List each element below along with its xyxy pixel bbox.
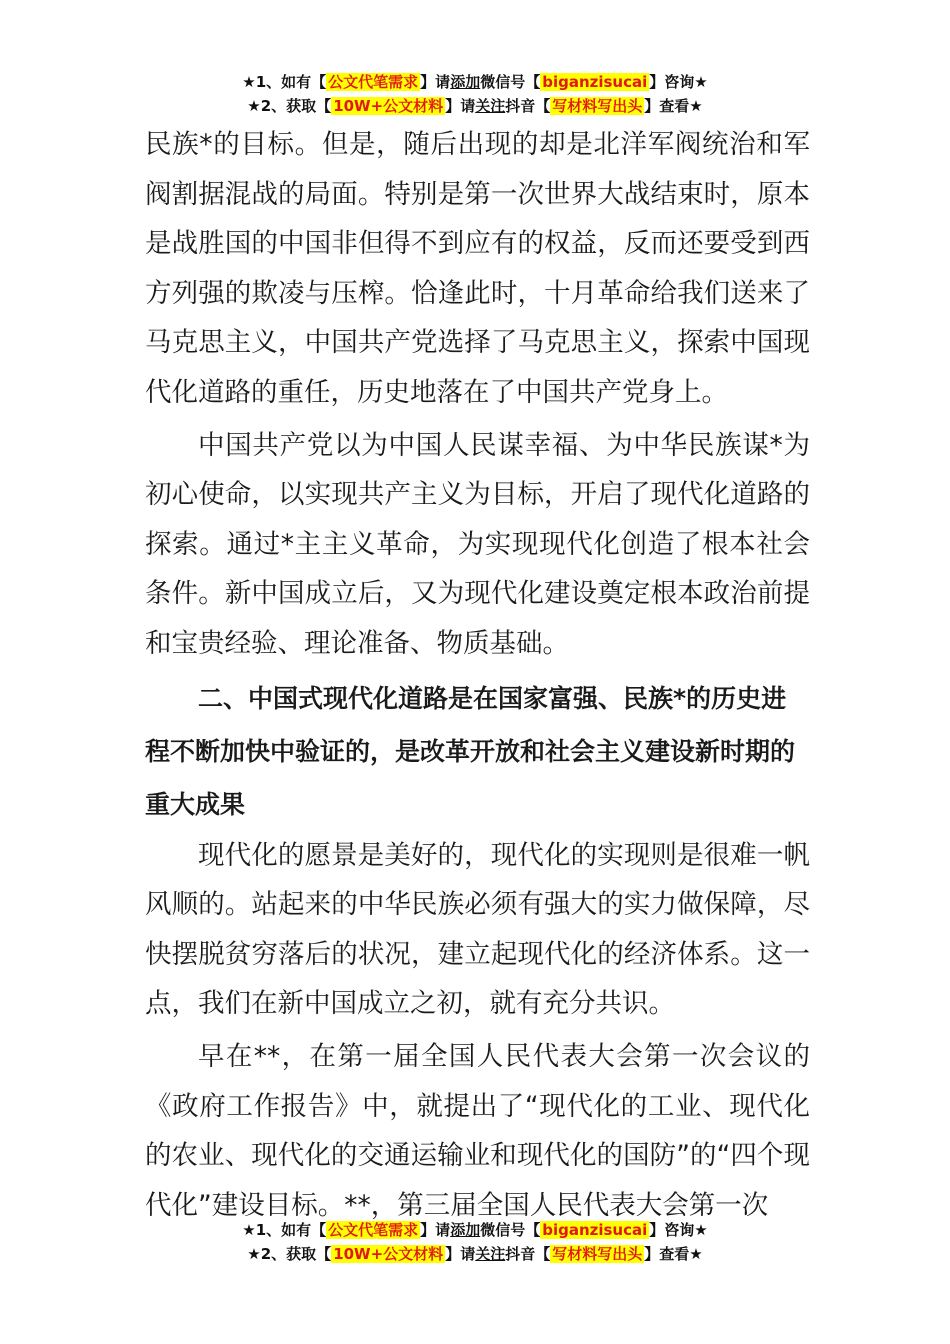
promo-highlight: 10W+公文材料: [333, 1245, 444, 1263]
promo-line-1: [0, 1218, 950, 1242]
document-body: [145, 120, 810, 1230]
promo-text: 】查看★: [644, 1245, 703, 1263]
promo-text: 】请: [445, 1245, 476, 1263]
promo-text: 】咨询★: [649, 1221, 708, 1239]
paragraph-1: 民族*的目标。但是，随后出现的却是北洋军阀统治和军阀割据混战的局面。特别是第一次世界大战结束时，原本是战胜国的中国非但得不到应有的权益，反而还要受到西方列强的欺凌与压榨。恰逢此时，十月革命给我们送来了马克思主义，中国共产党选择了马克思主义，探索中国现代化道路的重任，历史地落在了中国共产党身上。: [145, 129, 810, 408]
promo-text: 微信号【: [480, 73, 541, 91]
promo-text: 抖音【: [505, 1245, 551, 1263]
promo-text: 】请: [420, 73, 451, 91]
promo-underlined: 关注: [475, 1245, 506, 1263]
promo-text: ★2、获取【: [247, 1245, 332, 1263]
promo-text: 微信号【: [480, 1221, 541, 1239]
paragraph-2: 中国共产党以为中国人民谋幸福、为中华民族谋*为初心使命，以实现共产主义为目标，开启了现代化道路的探索。通过*主主义革命，为实现现代化创造了根本社会条件。新中国成立后，又为现代化建设奠定根本政治前提和宝贵经验、理论准备、物质基础。: [145, 429, 810, 659]
promo-banner-bottom: [0, 1218, 950, 1266]
promo-highlight: 10W+公文材料: [333, 97, 444, 115]
promo-underlined: 添加: [450, 73, 481, 91]
promo-underlined: 添加: [450, 1221, 481, 1239]
promo-text: ★2、获取【: [247, 97, 332, 115]
promo-text: 】请: [420, 1221, 451, 1239]
promo-highlight: biganzisucai: [542, 73, 648, 91]
promo-highlight: biganzisucai: [542, 1221, 648, 1239]
promo-text: 抖音【: [505, 97, 551, 115]
promo-highlight: 公文代笔需求: [328, 73, 419, 91]
promo-text: ★1、如有【: [242, 73, 327, 91]
paragraph-4: 早在**，在第一届全国人民代表大会第一次会议的《政府工作报告》中，就提出了“现代化的工业、现代化的农业、现代化的交通运输业和现代化的国防”的“四个现代化”建设目标。**，第三届全国人民代表大会第一次: [145, 1040, 810, 1221]
promo-line-2: [0, 1242, 950, 1266]
promo-text: 】咨询★: [649, 73, 708, 91]
promo-highlight: 写材料写出头: [552, 97, 643, 115]
promo-banner-top: [0, 70, 950, 118]
promo-text: 】查看★: [644, 97, 703, 115]
promo-line-2: [0, 94, 950, 118]
promo-text: 】请: [445, 97, 476, 115]
promo-highlight: 写材料写出头: [552, 1245, 643, 1263]
paragraph-3: 现代化的愿景是美好的，现代化的实现则是很难一帆风顺的。站起来的中华民族必须有强大的实力做保障，尽快摆脱贫穷落后的状况，建立起现代化的经济体系。这一点，我们在新中国成立之初，就有充分共识。: [145, 839, 810, 1020]
promo-highlight: 公文代笔需求: [328, 1221, 419, 1239]
promo-text: ★1、如有【: [242, 1221, 327, 1239]
promo-underlined: 关注: [475, 97, 506, 115]
promo-line-1: [0, 70, 950, 94]
section-heading: 二、中国式现代化道路是在国家富强、民族*的历史进程不断加快中验证的，是改革开放和社会主义建设新时期的重大成果: [145, 683, 796, 819]
